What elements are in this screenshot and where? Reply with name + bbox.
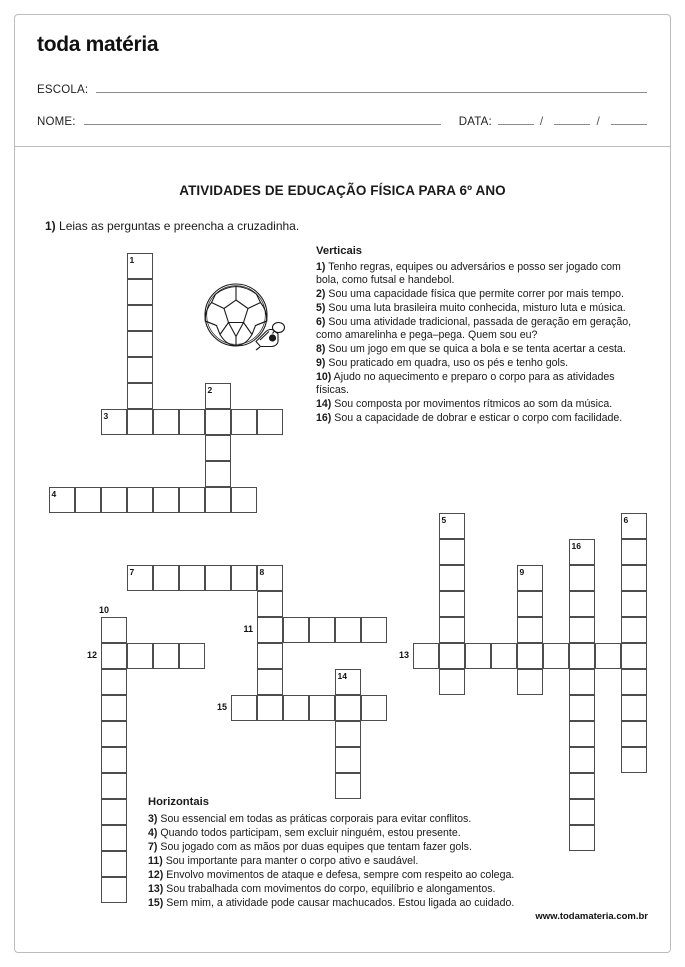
clue-number: 9) <box>316 356 326 369</box>
worksheet-page <box>14 14 671 953</box>
crossword-clue-number: 9 <box>519 566 525 577</box>
crossword-cell[interactable] <box>205 435 231 461</box>
crossword-cell[interactable] <box>569 721 595 747</box>
crossword-cell[interactable] <box>569 565 595 591</box>
clue-horizontal <box>148 896 568 910</box>
clue-number: 7) <box>148 841 158 854</box>
clue-text: Sou uma luta brasileira muito conhecida, misturo luta e música. <box>328 301 626 314</box>
crossword-cell[interactable] <box>335 747 361 773</box>
crossword-cell[interactable] <box>101 695 127 721</box>
crossword-clue-number: 1 <box>129 254 135 265</box>
crossword-cell[interactable] <box>621 565 647 591</box>
crossword-cell[interactable] <box>283 695 309 721</box>
crossword-cell[interactable] <box>153 487 179 513</box>
crossword-cell[interactable] <box>569 773 595 799</box>
crossword-cell[interactable] <box>231 565 257 591</box>
crossword-cell[interactable] <box>127 331 153 357</box>
crossword-cell[interactable] <box>439 617 465 643</box>
clue-horizontal <box>148 826 568 840</box>
crossword-cell[interactable] <box>439 539 465 565</box>
clue-number: 5) <box>316 301 326 314</box>
crossword-cell[interactable] <box>127 305 153 331</box>
crossword-cell[interactable] <box>569 669 595 695</box>
crossword-cell[interactable] <box>413 643 439 669</box>
crossword-cell[interactable] <box>231 487 257 513</box>
crossword-cell[interactable] <box>153 565 179 591</box>
clue-text: Sou trabalhada com movimentos do corpo, equilíbrio e alongamentos. <box>166 883 496 896</box>
clue-text: Sou a capacidade de dobrar e esticar o corpo com facilidade. <box>334 411 623 424</box>
crossword-cell[interactable] <box>517 669 543 695</box>
crossword-cell[interactable] <box>569 695 595 721</box>
crossword-cell[interactable] <box>257 695 283 721</box>
crossword-cell[interactable] <box>101 643 127 669</box>
crossword-cell[interactable] <box>361 695 387 721</box>
crossword-cell[interactable] <box>309 695 335 721</box>
crossword-cell[interactable] <box>283 617 309 643</box>
crossword-clue-number: 7 <box>129 566 135 577</box>
crossword-cell[interactable] <box>439 669 465 695</box>
crossword-cell[interactable] <box>179 565 205 591</box>
crossword-cell[interactable] <box>595 643 621 669</box>
clues-horizontais <box>148 795 568 910</box>
clue-vertical <box>316 371 646 399</box>
clue-horizontal <box>148 854 568 868</box>
crossword-cell[interactable] <box>101 409 127 435</box>
clues-verticais <box>316 244 646 426</box>
clue-text: Envolvo movimentos de ataque e defesa, sempre com respeito ao colega. <box>166 869 515 882</box>
crossword-cell[interactable] <box>569 539 595 565</box>
crossword-cell[interactable] <box>335 695 361 721</box>
crossword-cell[interactable] <box>621 617 647 643</box>
crossword-clue-number: 15 <box>216 702 227 712</box>
clue-text: Sem mim, a atividade pode causar machucados. Estou ligada ao cuidado. <box>166 897 515 910</box>
clue-horizontal <box>148 840 568 854</box>
crossword-cell[interactable] <box>101 799 127 825</box>
question-1 <box>45 219 299 233</box>
clue-text: Quando todos participam, sem excluir ninguém, estou presente. <box>160 826 461 839</box>
crossword-cell[interactable] <box>439 513 465 539</box>
clue-number: 13) <box>148 883 164 896</box>
crossword-cell[interactable] <box>569 617 595 643</box>
name-write-line[interactable] <box>84 115 441 125</box>
crossword-cell[interactable] <box>205 565 231 591</box>
date-field-group <box>459 114 647 128</box>
crossword-cell[interactable] <box>621 721 647 747</box>
crossword-cell[interactable] <box>101 669 127 695</box>
crossword-cell[interactable] <box>127 643 153 669</box>
crossword-cell[interactable] <box>335 721 361 747</box>
crossword-cell[interactable] <box>127 487 153 513</box>
crossword-clue-number: 6 <box>623 514 629 525</box>
school-write-line[interactable] <box>96 83 647 93</box>
crossword-cell[interactable] <box>257 591 283 617</box>
clue-number: 3) <box>148 812 158 825</box>
name-field-row <box>37 114 647 128</box>
crossword-cell[interactable] <box>569 825 595 851</box>
clue-number: 10) <box>316 370 332 383</box>
crossword-cell[interactable] <box>517 591 543 617</box>
footer-url: www.todamateria.com.br <box>535 911 648 922</box>
crossword-cell[interactable] <box>569 643 595 669</box>
clue-text: Tenho regras, equipes ou adversários e posso ser jogado com bola, como futsal e handebol. <box>316 260 621 287</box>
clue-number: 14) <box>316 398 332 411</box>
clue-horizontal <box>148 882 568 896</box>
crossword-cell[interactable] <box>361 617 387 643</box>
crossword-cell[interactable] <box>75 487 101 513</box>
clue-number: 15) <box>148 897 164 910</box>
crossword-cell[interactable] <box>127 279 153 305</box>
crossword-cell[interactable] <box>179 409 205 435</box>
crossword-cell[interactable] <box>101 825 127 851</box>
date-year-line[interactable] <box>611 115 647 125</box>
crossword-cell[interactable] <box>439 643 465 669</box>
crossword-clue-number: 14 <box>337 670 347 681</box>
crossword-cell[interactable] <box>101 747 127 773</box>
clue-vertical <box>316 288 646 302</box>
date-label: DATA: <box>458 116 492 128</box>
crossword-clue-number: 8 <box>259 566 265 577</box>
clue-number: 8) <box>316 343 326 356</box>
clue-text: Sou essencial em todas as práticas corporais para evitar conflitos. <box>160 812 472 825</box>
crossword-cell[interactable] <box>257 565 283 591</box>
crossword-cell[interactable] <box>569 747 595 773</box>
crossword-cell[interactable] <box>621 539 647 565</box>
crossword-cell[interactable] <box>517 617 543 643</box>
clue-vertical <box>316 302 646 316</box>
crossword-cell[interactable] <box>205 383 231 409</box>
clue-text: Sou praticado em quadra, uso os pés e tenho gols. <box>328 356 569 369</box>
clue-vertical <box>316 316 646 344</box>
date-day-line[interactable] <box>498 115 534 125</box>
brand-logo: toda matéria <box>37 33 159 56</box>
crossword-clue-number: 12 <box>86 650 97 660</box>
crossword-cell[interactable] <box>101 851 127 877</box>
clue-vertical <box>316 343 646 357</box>
question-1-text: Leias as perguntas e preencha a cruzadinha. <box>59 219 300 233</box>
crossword-cell[interactable] <box>257 409 283 435</box>
clue-text: Sou um jogo em que se quica a bola e se tenta acertar a cesta. <box>328 343 626 356</box>
crossword-cell[interactable] <box>335 617 361 643</box>
crossword-cell[interactable] <box>621 591 647 617</box>
crossword-cell[interactable] <box>439 591 465 617</box>
clue-text: Sou composta por movimentos rítmicos ao som da música. <box>334 398 613 411</box>
crossword-cell[interactable] <box>205 461 231 487</box>
clue-vertical <box>316 261 646 289</box>
crossword-cell[interactable] <box>231 409 257 435</box>
crossword-clue-number: 4 <box>51 488 57 499</box>
name-label: NOME: <box>37 116 76 128</box>
crossword-cell[interactable] <box>127 383 153 409</box>
school-label: ESCOLA: <box>37 84 89 96</box>
clue-horizontal <box>148 868 568 882</box>
crossword-cell[interactable] <box>127 565 153 591</box>
crossword-clue-number: 2 <box>207 384 213 395</box>
crossword-cell[interactable] <box>257 643 283 669</box>
crossword-cell[interactable] <box>257 669 283 695</box>
soccer-ball-and-whistle-icon <box>198 281 288 364</box>
crossword-cell[interactable] <box>257 617 283 643</box>
clue-text: Sou uma atividade tradicional, passada de geração em geração, como amarelinha e pega–pega. Quem sou eu? <box>316 315 632 342</box>
crossword-cell[interactable] <box>101 773 127 799</box>
crossword-clue-number: 16 <box>571 540 581 551</box>
crossword-cell[interactable] <box>491 643 517 669</box>
crossword-cell[interactable] <box>621 643 647 669</box>
crossword-cell[interactable] <box>205 487 231 513</box>
crossword-cell[interactable] <box>179 487 205 513</box>
crossword-cell[interactable] <box>543 643 569 669</box>
clue-vertical <box>316 412 646 426</box>
crossword-clue-number: 10 <box>99 605 110 615</box>
clue-text: Ajudo no aquecimento e preparo o corpo para as atividades físicas. <box>316 370 615 397</box>
clue-number: 6) <box>316 315 326 328</box>
crossword-cell[interactable] <box>205 409 231 435</box>
clue-text: Sou importante para manter o corpo ativo e saudável. <box>165 855 419 868</box>
crossword-cell[interactable] <box>621 669 647 695</box>
crossword-clue-number: 13 <box>398 650 409 660</box>
crossword-cell[interactable] <box>309 617 335 643</box>
clue-horizontal <box>148 812 568 826</box>
crossword-cell[interactable] <box>569 591 595 617</box>
crossword-clue-number: 5 <box>441 514 447 525</box>
crossword-cell[interactable] <box>621 747 647 773</box>
date-slash-2: / <box>596 114 600 128</box>
crossword-cell[interactable] <box>179 643 205 669</box>
crossword-cell[interactable] <box>101 617 127 643</box>
clue-vertical <box>316 398 646 412</box>
crossword-cell[interactable] <box>621 513 647 539</box>
crossword-clue-number: 3 <box>103 410 109 421</box>
crossword-cell[interactable] <box>127 357 153 383</box>
crossword-clue-number: 11 <box>243 624 253 634</box>
header-divider <box>15 146 670 147</box>
clues-verticais-heading: Verticais <box>316 245 363 257</box>
school-field-row <box>37 83 647 96</box>
question-1-number: 1) <box>45 219 56 233</box>
clue-number: 1) <box>316 260 326 273</box>
clue-number: 4) <box>148 826 158 839</box>
clue-number: 12) <box>148 869 164 882</box>
crossword-cell[interactable] <box>517 565 543 591</box>
crossword-cell[interactable] <box>127 253 153 279</box>
crossword-cell[interactable] <box>335 669 361 695</box>
crossword-cell[interactable] <box>517 643 543 669</box>
crossword-cell[interactable] <box>621 695 647 721</box>
crossword-cell[interactable] <box>127 409 153 435</box>
crossword-cell[interactable] <box>231 695 257 721</box>
clue-vertical <box>316 357 646 371</box>
clue-number: 2) <box>316 288 326 301</box>
crossword-cell[interactable] <box>101 721 127 747</box>
crossword-cell[interactable] <box>153 643 179 669</box>
crossword-cell[interactable] <box>439 565 465 591</box>
clues-horizontais-heading: Horizontais <box>148 796 209 808</box>
crossword-cell[interactable] <box>101 877 127 903</box>
clue-text: Sou jogado com as mãos por duas equipes que tentam fazer gols. <box>160 841 472 854</box>
crossword-cell[interactable] <box>569 799 595 825</box>
crossword-cell[interactable] <box>465 643 491 669</box>
crossword-cell[interactable] <box>153 409 179 435</box>
clue-number: 16) <box>316 411 332 424</box>
page-title: ATIVIDADES DE EDUCAÇÃO FÍSICA PARA 6º ANO <box>179 183 506 198</box>
clue-text: Sou uma capacidade física que permite correr por mais tempo. <box>328 288 624 301</box>
clue-number: 11) <box>148 855 163 868</box>
date-slash-1: / <box>539 114 544 128</box>
crossword-cell[interactable] <box>101 487 127 513</box>
date-month-line[interactable] <box>554 115 590 125</box>
crossword-cell[interactable] <box>49 487 75 513</box>
